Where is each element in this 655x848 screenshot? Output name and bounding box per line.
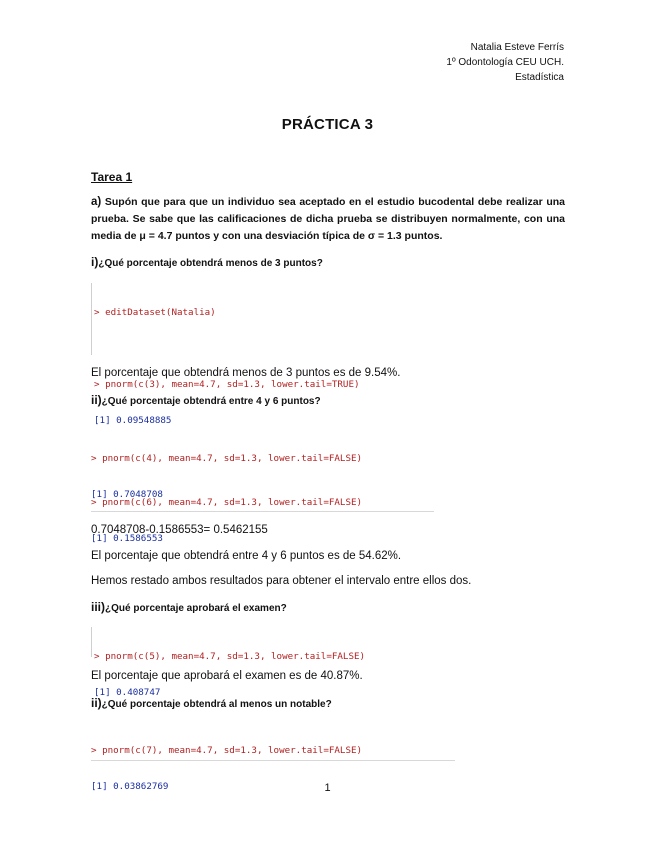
answer-3: El porcentaje que aprobará el examen es de 40.87%.: [91, 670, 363, 682]
code-line: > pnorm(c(4), mean=4.7, sd=1.3, lower.tail=FALSE): [91, 453, 363, 464]
code-line: [94, 343, 360, 355]
question-2-text: ¿Qué porcentaje obtendrá entre 4 y 6 puntos?: [101, 396, 321, 407]
question-2-number: ii): [91, 393, 102, 407]
page-header: [446, 40, 564, 85]
document-title: PRÁCTICA 3: [281, 116, 374, 133]
question-3-text: ¿Qué porcentaje aprobará el examen?: [105, 603, 287, 614]
problem-statement: [91, 194, 565, 245]
question-3: [91, 600, 287, 614]
question-4-text: ¿Qué porcentaje obtendrá al menos un notable?: [101, 699, 332, 710]
header-course: 1º Odontología CEU UCH.: [446, 57, 564, 68]
code-output: [1] 0.03862769: [91, 781, 169, 792]
header-author: Natalia Esteve Ferrís: [470, 42, 564, 53]
code-line: > pnorm(c(6), mean=4.7, sd=1.3, lower.tail=FALSE): [91, 497, 363, 508]
question-4: [91, 696, 332, 710]
answer-1: El porcentaje que obtendrá menos de 3 puntos es de 9.54%.: [91, 367, 401, 379]
answer-2: El porcentaje que obtendrá entre 4 y 6 puntos es de 54.62%.: [91, 550, 402, 562]
calculation: 0.7048708-0.1586553= 0.5462155: [91, 524, 268, 536]
task-heading: Tarea 1: [91, 170, 133, 184]
header-subject: Estadística: [515, 72, 564, 83]
code-line: > pnorm(c(3), mean=4.7, sd=1.3, lower.tail=TRUE): [94, 379, 360, 390]
statement-label: a): [91, 196, 102, 208]
r-console-block-5: [91, 721, 362, 817]
question-2: [91, 393, 321, 407]
code-line: > editDataset(Natalia): [94, 307, 216, 318]
divider: [91, 511, 434, 512]
code-output: [1] 0.1586553: [91, 533, 163, 544]
question-1-number: i): [91, 255, 99, 269]
page-number: 1: [324, 782, 331, 794]
code-output: [1] 0.7048708: [91, 489, 163, 500]
question-4-number: ii): [91, 696, 102, 710]
code-output: [1] 0.09548885: [94, 415, 172, 426]
question-3-number: iii): [91, 600, 105, 614]
question-1: [91, 255, 323, 269]
code-line: > pnorm(c(5), mean=4.7, sd=1.3, lower.tail=FALSE): [94, 651, 366, 662]
answer-2-note: Hemos restado ambos resultados para obtener el intervalo entre ellos dos.: [91, 575, 472, 587]
code-line: > pnorm(c(7), mean=4.7, sd=1.3, lower.tail=FALSE): [91, 745, 363, 756]
code-output: [1] 0.408747: [94, 687, 161, 698]
question-1-text: ¿Qué porcentaje obtendrá menos de 3 puntos?: [98, 258, 323, 269]
divider: [91, 760, 455, 761]
statement-text: Supón que para que un individuo sea aceptado en el estudio bucodental debe realizar una prueba. Se sabe que las calificaciones de dicha prueba se distribuyen normalmente, con una media de μ = 4.7 puntos y con una desviación típica de σ = 1.3 puntos.: [91, 196, 565, 242]
